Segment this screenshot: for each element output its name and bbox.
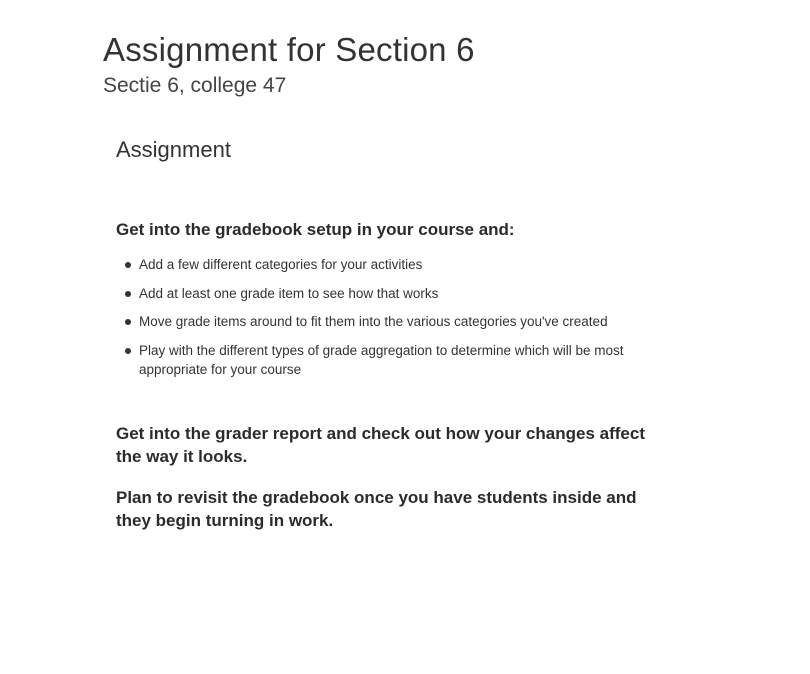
- page-header: [103, 28, 743, 100]
- list-item: [116, 341, 676, 379]
- list-item: [116, 284, 676, 303]
- bullet-icon: [125, 291, 131, 297]
- list-item-text: Play with the different types of grade aggregation to determine which will be most appropriate for your course: [139, 342, 624, 377]
- revisit-instruction: Plan to revisit the gradebook once you have students inside and they begin turning in work.: [116, 487, 637, 530]
- list-item-text: Add a few different categories for your activities: [139, 257, 423, 272]
- page-title: Assignment for Section 6: [103, 31, 475, 68]
- bullet-icon: [125, 319, 131, 325]
- list-item: [116, 255, 676, 274]
- list-item: [116, 312, 676, 331]
- section-heading: Assignment: [116, 137, 231, 162]
- lead-instruction: Get into the gradebook setup in your course and:: [116, 220, 515, 239]
- list-item-text: Add at least one grade item to see how that works: [139, 285, 439, 301]
- bullet-icon: [125, 348, 131, 354]
- list-item-text: Move grade items around to fit them into the various categories you've created: [139, 314, 608, 329]
- assignment-content: [116, 134, 676, 532]
- bullet-icon: [125, 262, 131, 268]
- grader-report-instruction: Get into the grader report and check out how your changes affect the way it looks.: [116, 423, 645, 466]
- task-list: [116, 255, 676, 379]
- page-subtitle: Sectie 6, college 47: [103, 74, 287, 97]
